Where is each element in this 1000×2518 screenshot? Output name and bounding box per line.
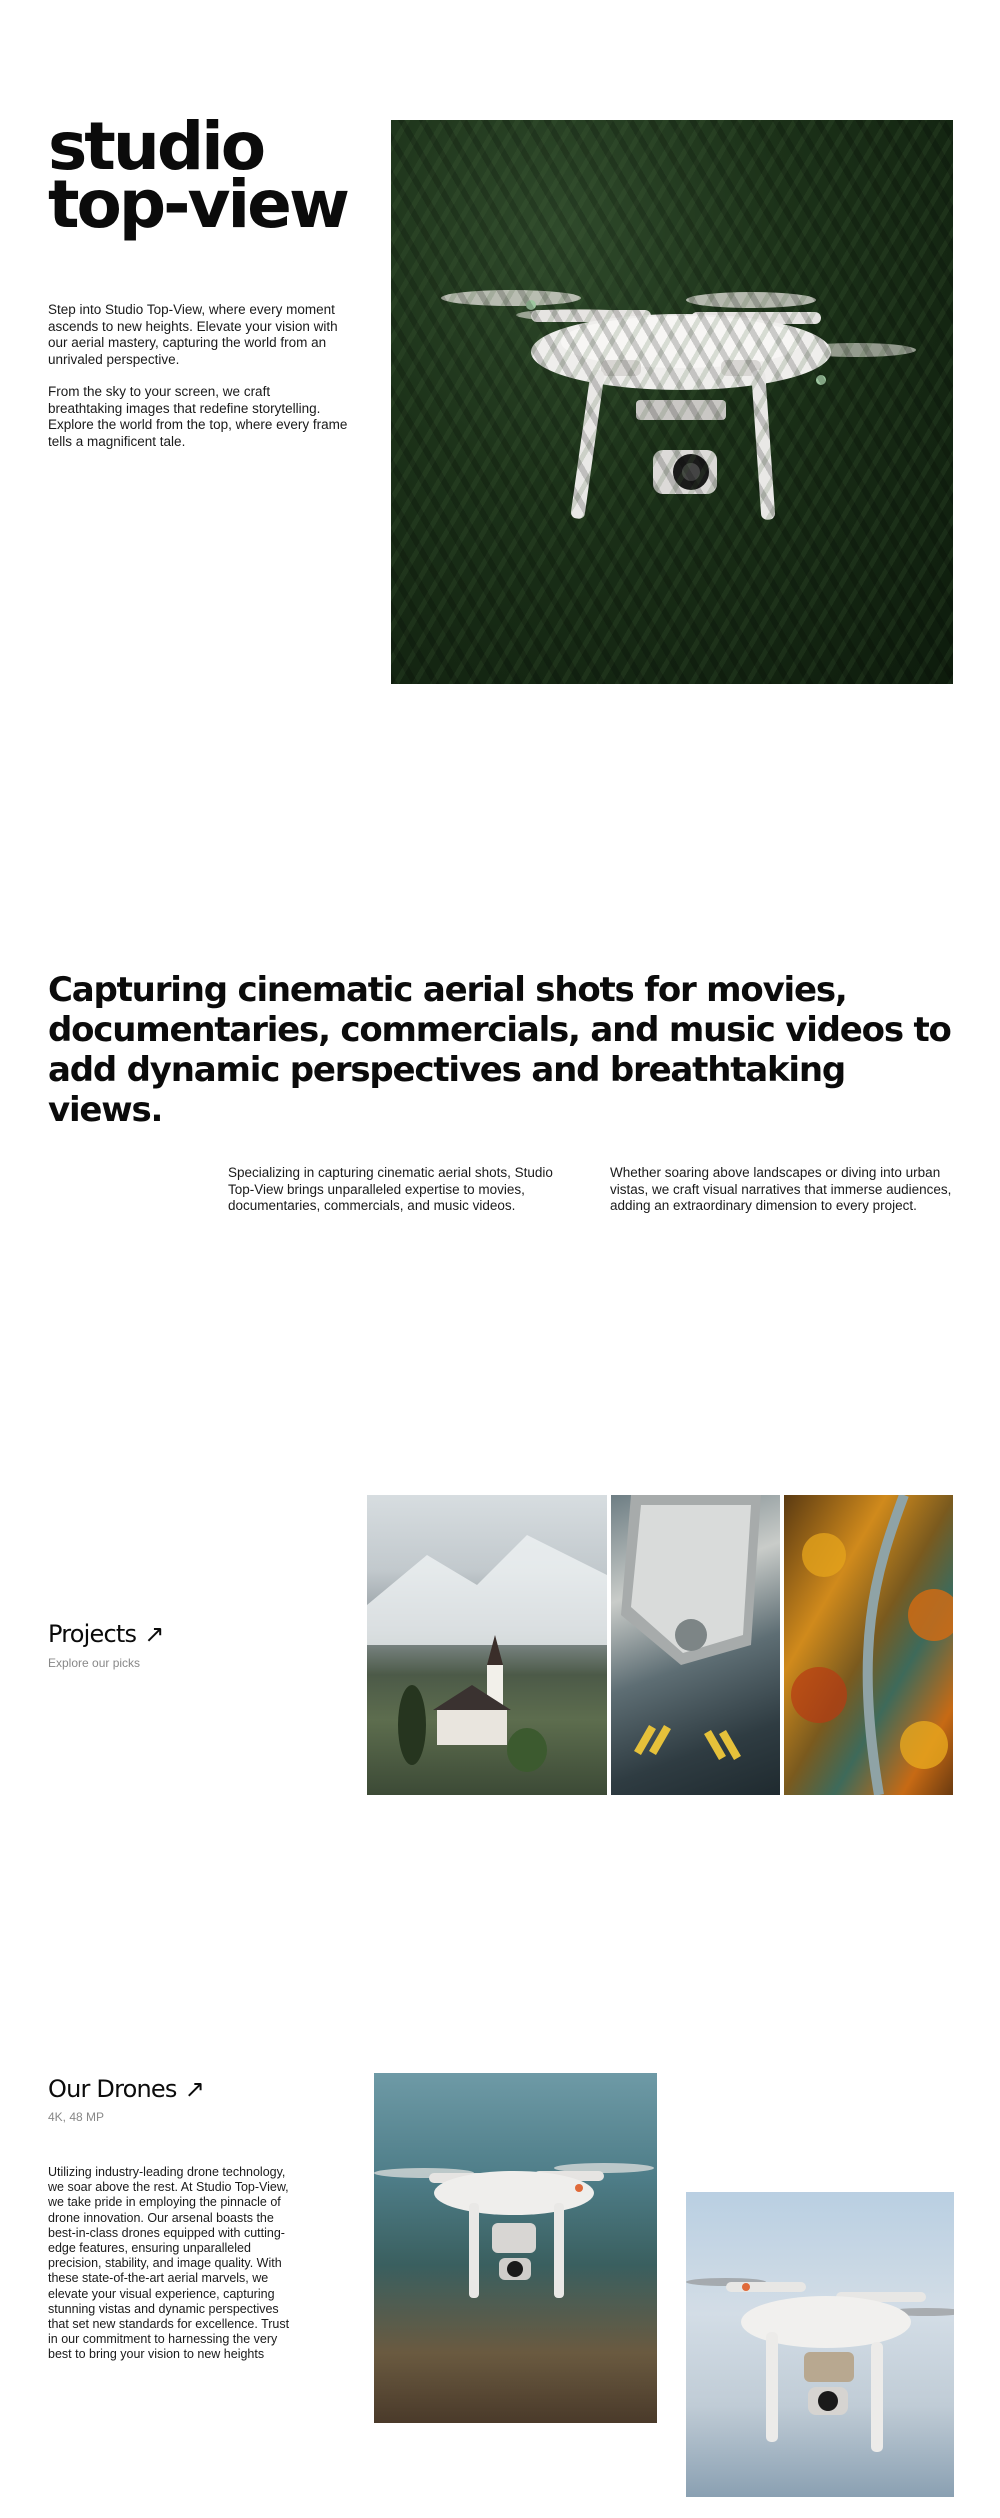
drones-heading: Our Drones <box>48 2075 177 2103</box>
statement-column-1: Specializing in capturing cinematic aerial shots, Studio Top-View brings unparalleled expertise to movies, documentaries, commercials, and music videos. <box>228 1165 553 1213</box>
hero-title-line2: top-view <box>48 166 347 243</box>
statement-headline: Capturing cinematic aerial shots for movies, documentaries, commercials, and music videos to add dynamic perspectives and breathtaking views. <box>48 970 951 1130</box>
arrow-up-right-icon: ↗ <box>184 2075 204 2103</box>
project-image-mountain-village[interactable] <box>367 1495 607 1795</box>
hero-title-line1: studio <box>48 108 264 185</box>
drones-subtitle: 4K, 48 MP <box>48 2110 105 2124</box>
hero-title <box>48 108 368 243</box>
statement-column-2: Whether soaring above landscapes or diving into urban vistas, we craft visual narratives that immerse audiences, adding an extraordinary dimension to every project. <box>610 1165 952 1213</box>
projects-link[interactable] <box>48 1620 164 1648</box>
drones-description: Utilizing industry-leading drone technology, we soar above the rest. At Studio Top-View, we take pride in employing the pinnacle of drone innovation. Our arsenal boasts the best-in-class drones equipped with cutting-edge features, ensuring unparalleled precision, stability, and image quality. With these state-of-the-art aerial marvels, we elevate your visual experience, capturing stunning vistas and dynamic perspectives that set new standards for excellence. Trust in our commitment to harnessing the very best to bring your vision to new heights <box>48 2165 290 2362</box>
projects-heading: Projects <box>48 1620 137 1648</box>
project-image-autumn-road[interactable] <box>784 1495 953 1795</box>
drone-image-1 <box>374 2073 657 2423</box>
projects-subtitle: Explore our picks <box>48 1656 141 1670</box>
hero-intro <box>48 302 348 466</box>
hero-paragraph-1: Step into Studio Top-View, where every moment ascends to new heights. Elevate your vision with our aerial mastery, capturing the world from an unrivaled perspective. <box>48 302 338 367</box>
hero-drone-image <box>391 120 953 684</box>
project-image-city-building[interactable] <box>611 1495 780 1795</box>
drone-image-2 <box>686 2192 954 2497</box>
hero-paragraph-2: From the sky to your screen, we craft breathtaking images that redefine storytelling. Explore the world from the top, where every frame tells a magnificent tale. <box>48 384 348 449</box>
drones-link[interactable] <box>48 2075 204 2103</box>
arrow-up-right-icon: ↗ <box>144 1620 164 1648</box>
